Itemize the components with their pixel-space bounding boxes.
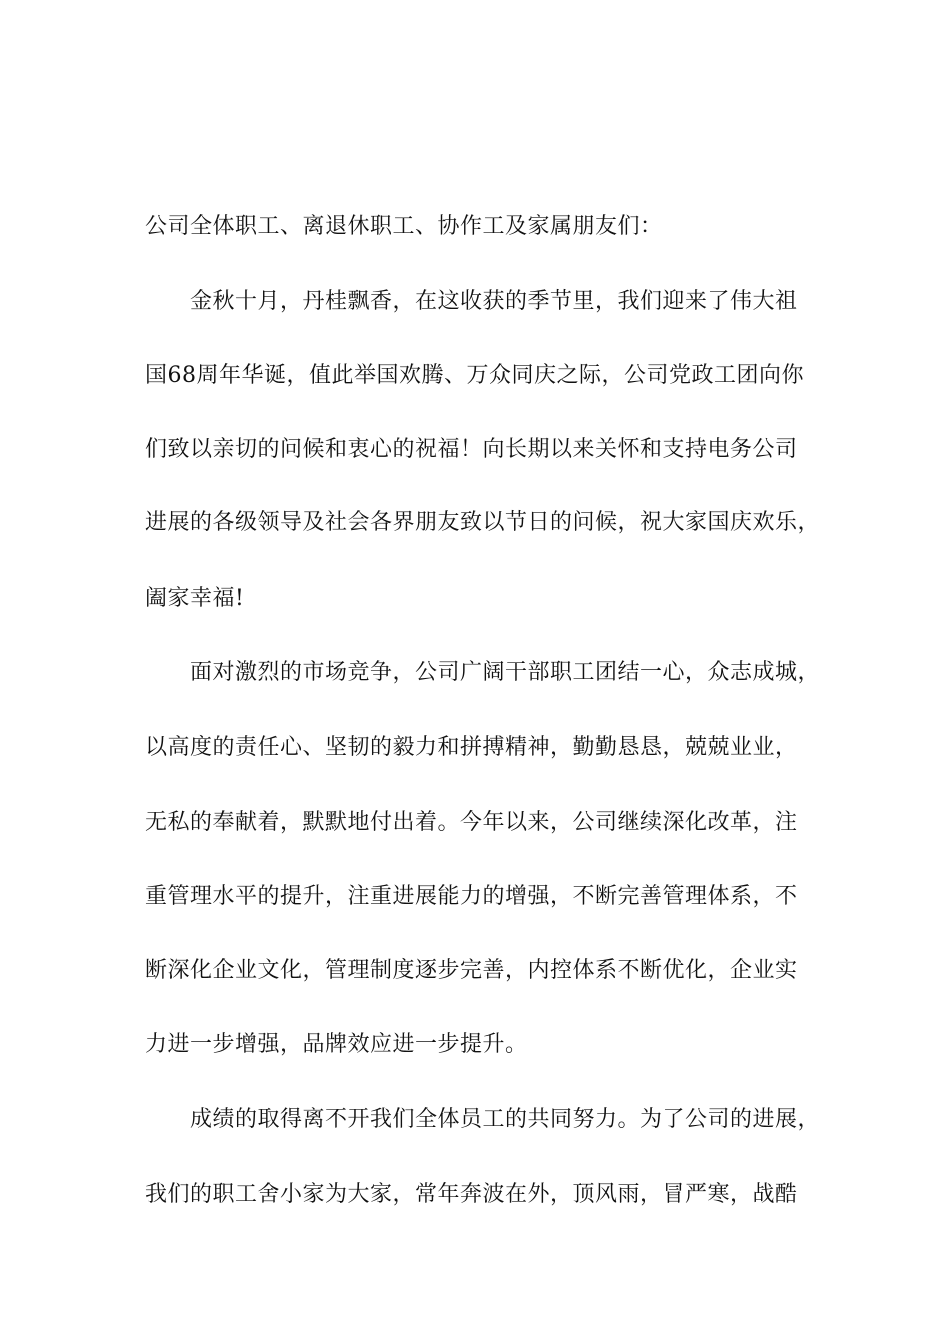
paragraph-2-line-3: 无私的奉献着，默默地付出着。今年以来，公司继续深化改革，注 [145, 810, 798, 835]
paragraph-2-line-4: 重管理水平的提升，注重进展能力的增强，不断完善管理体系，不 [145, 884, 798, 909]
paragraph-2-line-6: 力进一步增强，品牌效应进一步提升。 [145, 1032, 528, 1057]
paragraph-2-line-1: 面对激烈的市场竞争，公司广阔干部职工团结一心，众志成城， [190, 660, 821, 685]
salutation: 公司全体职工、离退休职工、协作工及家属朋友们： [145, 214, 663, 239]
paragraph-1-line-4: 进展的各级领导及社会各界朋友致以节日的问候，祝大家国庆欢乐， [145, 510, 821, 535]
paragraph-3-line-1: 成绩的取得离不开我们全体员工的共同努力。为了公司的进展， [190, 1107, 821, 1132]
paragraph-1-line-3: 们致以亲切的问候和衷心的祝福！向长期以来关怀和支持电务公司 [145, 437, 798, 462]
paragraph-1-line-2: 国68周年华诞，值此举国欢腾、万众同庆之际，公司党政工团向你 [145, 363, 804, 388]
paragraph-3-line-2: 我们的职工舍小家为大家，常年奔波在外，顶风雨，冒严寒，战酷 [145, 1182, 798, 1207]
paragraph-1-line-5: 阖家幸福! [145, 586, 245, 611]
paragraph-2-line-5: 断深化企业文化，管理制度逐步完善，内控体系不断优化，企业实 [145, 958, 798, 983]
paragraph-1-line-1: 金秋十月，丹桂飘香，在这收获的季节里，我们迎来了伟大祖 [190, 289, 798, 314]
paragraph-2-line-2: 以高度的责任心、坚韧的毅力和拼搏精神，勤勤恳恳，兢兢业业， [145, 735, 798, 760]
